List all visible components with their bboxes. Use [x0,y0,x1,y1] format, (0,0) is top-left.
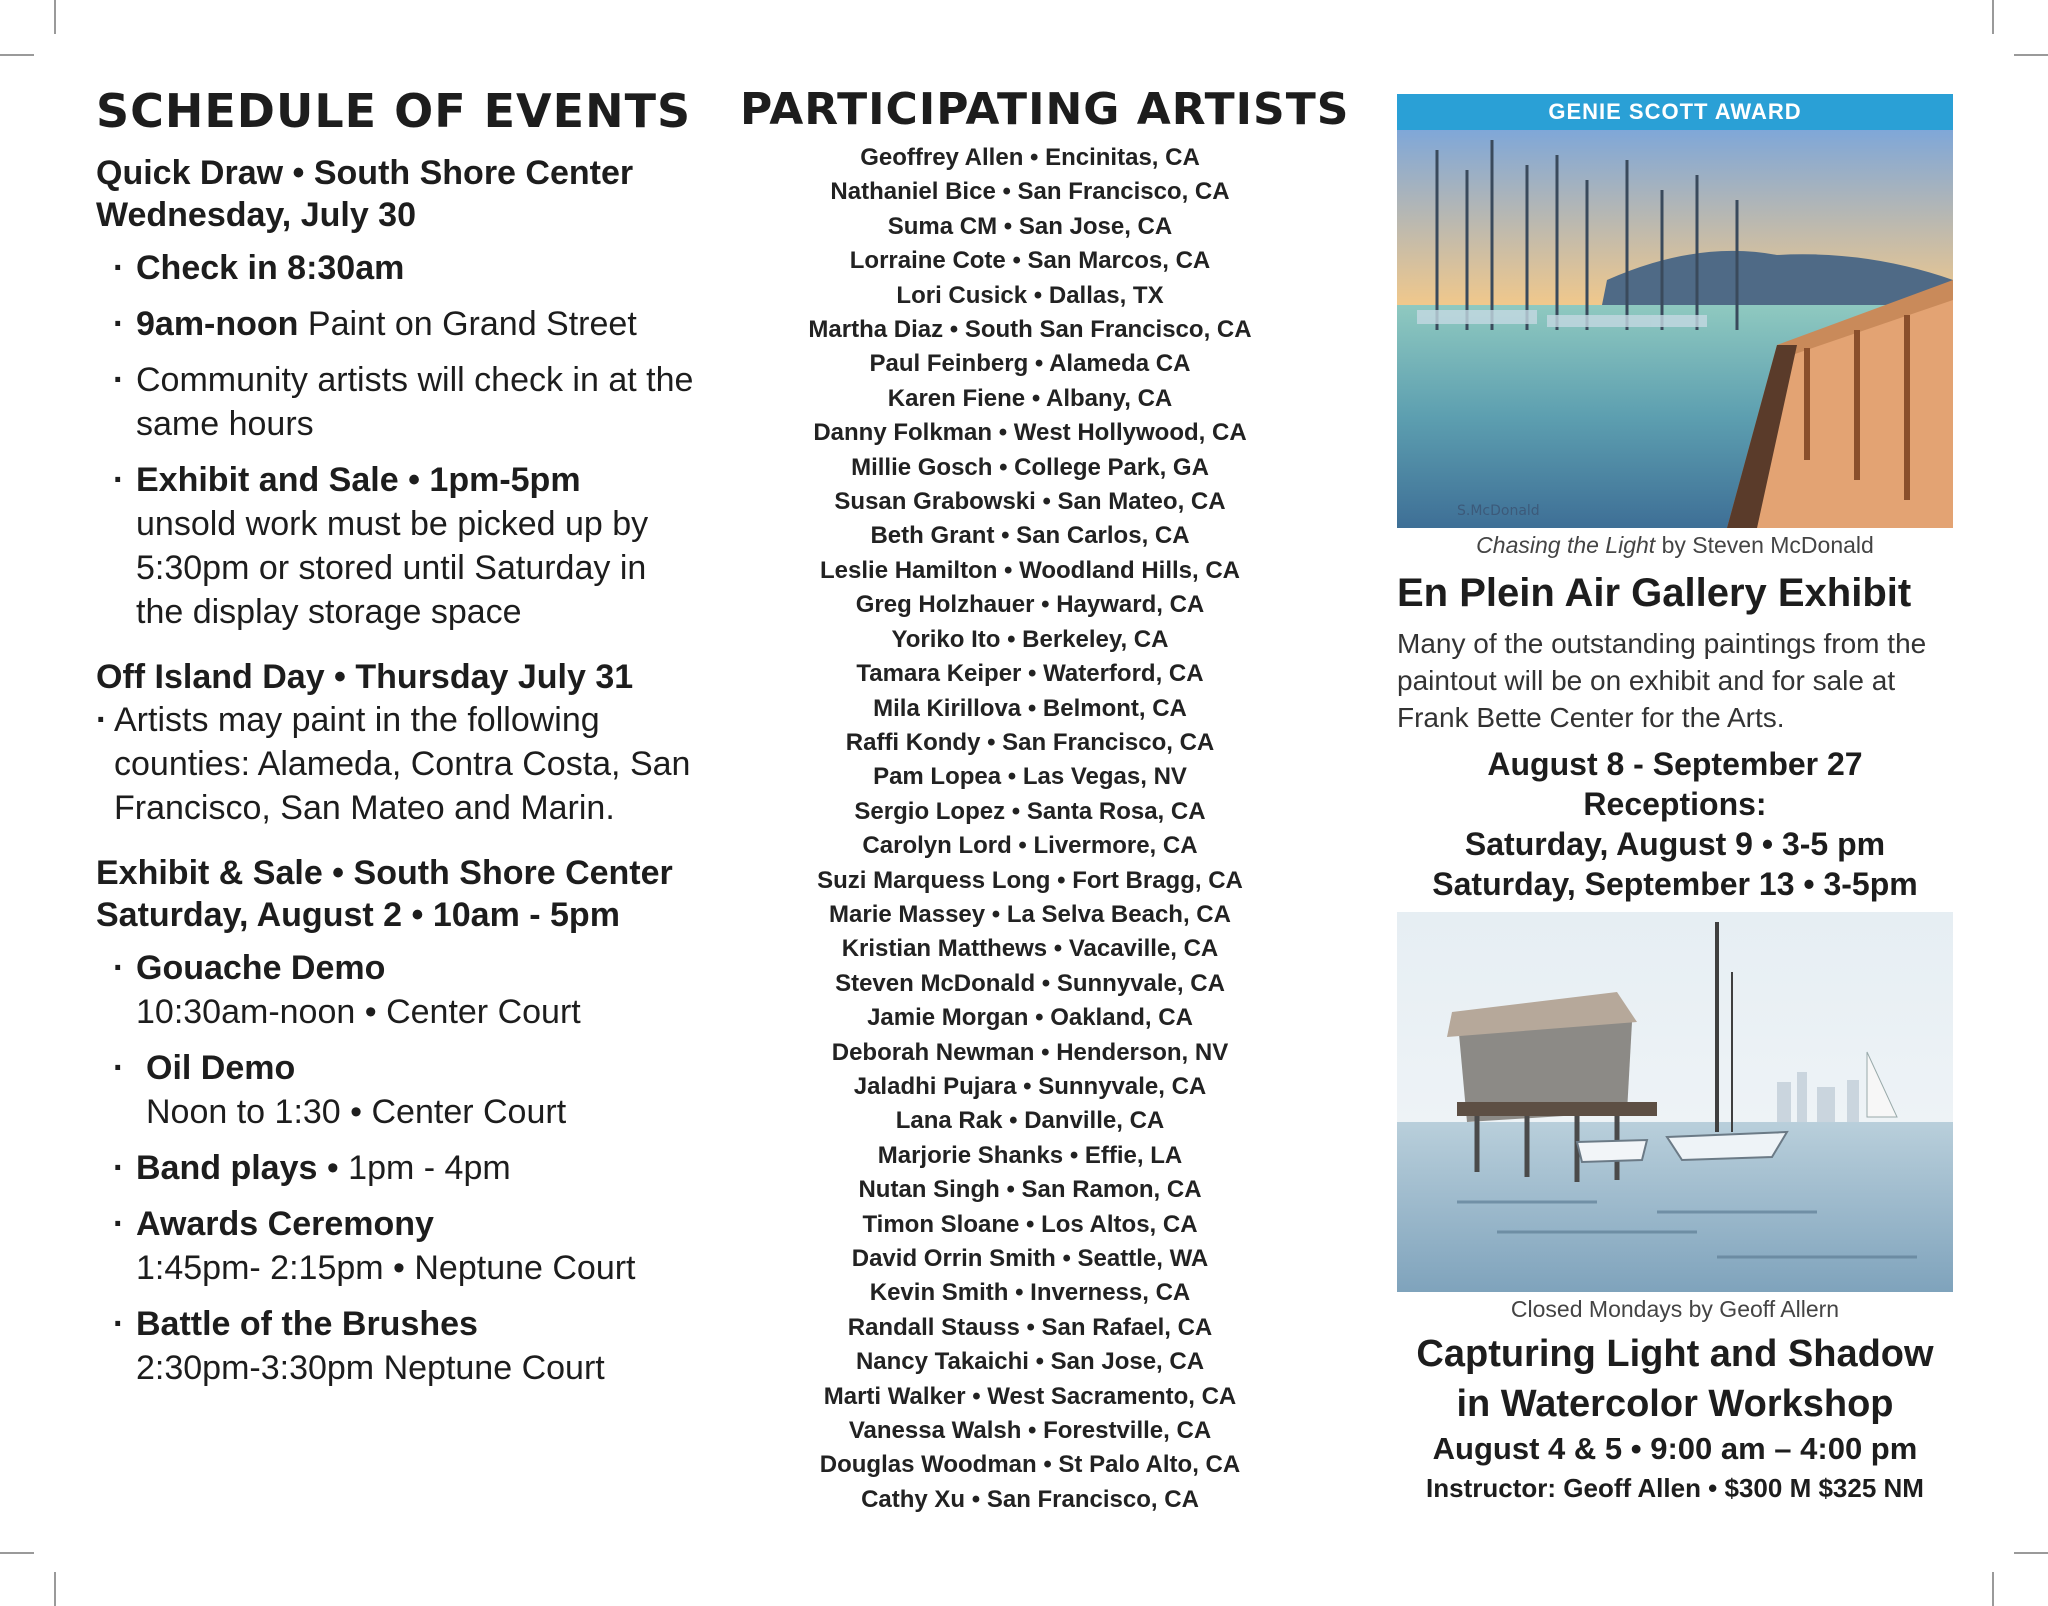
list-item: Pam Lopea • Las Vegas, NV [873,763,1187,791]
crop-mark-top-right [2014,54,2048,56]
unsold-work-text: unsold work must be picked up by 5:30pm or stored until Saturday in the display storage space [136,505,649,631]
paint-time: 9am-noon [136,305,299,343]
off-island-text: · Artists may paint in the following counties: Alameda, Contra Costa, San Francisco, San Mateo and Marin. [96,698,696,830]
workshop-title-line2: in Watercolor Workshop [1456,1383,1894,1425]
awards-time: 1:45pm- 2:15pm • Neptune Court [136,1249,636,1287]
list-item [96,246,696,290]
band-time: • 1pm - 4pm [317,1149,511,1187]
list-item [96,1202,696,1290]
band-label: Band plays [136,1149,318,1187]
list-item: Beth Grant • San Carlos, CA [870,522,1190,550]
community-artists-text: Community artists will check in at the same hours [136,361,694,443]
list-item: David Orrin Smith • Seattle, WA [851,1245,1209,1272]
quick-draw-section [96,152,696,634]
list-item [96,358,696,446]
list-item: Suma CM • San Jose, CA [887,212,1173,240]
harbor-sunset-painting-icon [1397,130,1953,528]
list-item: Kristian Matthews • Vacaville, CA [841,935,1219,963]
list-item: Douglas Woodman • St Palo Alto, CA [819,1451,1241,1479]
off-island-title: Off Island Day • Thursday July 31 [96,658,634,696]
exhibit-title: Exhibit & Sale • South Shore Center [96,854,673,892]
list-item: Sergio Lopez • Santa Rosa, CA [854,797,1206,825]
workshop-dates: August 4 & 5 • 9:00 am – 4:00 pm [1432,1431,1918,1466]
list-item: Millie Gosch • College Park, GA [851,453,1209,481]
list-item: Jamie Morgan • Oakland, CA [867,1004,1193,1032]
crop-mark-top-left-v [54,0,56,34]
check-in-text: Check in 8:30am [136,249,405,287]
list-item: Raffi Kondy • San Francisco, CA [845,728,1215,756]
list-item [96,946,696,1034]
gallery-exhibit-title: En Plein Air Gallery Exhibit [1397,571,1912,615]
painting1-caption [1397,532,1953,559]
list-item: Paul Feinberg • Alameda CA [869,350,1191,378]
battle-label: Battle of the Brushes [136,1305,478,1343]
list-item: Deborah Newman • Henderson, NV [831,1038,1229,1066]
list-item: Geoffrey Allen • Encinitas, CA [860,144,1200,171]
paint-location: Paint on Grand Street [298,305,637,343]
list-item: Steven McDonald • Sunnyvale, CA [835,969,1225,997]
artists-heading: PARTICIPATING ARTISTS [740,84,1350,135]
harbor-watercolor-painting-icon [1397,912,1953,1292]
list-item [96,1302,696,1390]
list-item: Yoriko Ito • Berkeley, CA [891,625,1169,653]
exhibit-section [96,852,696,1390]
list-item: Lori Cusick • Dallas, TX [896,281,1164,309]
workshop-title-line1: Capturing Light and Shadow [1416,1333,1934,1375]
artists-column [740,84,1350,1517]
list-item: Nancy Takaichi • San Jose, CA [855,1348,1205,1376]
list-item: Marti Walker • West Sacramento, CA [823,1382,1237,1410]
list-item [96,1146,696,1190]
list-item: Vanessa Walsh • Forestville, CA [848,1417,1212,1445]
quick-draw-title: Quick Draw • South Shore Center [96,154,634,192]
list-item: Leslie Hamilton • Woodland Hills, CA [820,556,1240,584]
oil-demo-label: Oil Demo [146,1049,296,1087]
list-item: Susan Grabowski • San Mateo, CA [834,488,1226,516]
crop-mark-top-left [0,54,34,56]
list-item: Randall Stauss • San Rafael, CA [847,1313,1213,1341]
list-item: Kevin Smith • Inverness, CA [869,1279,1191,1307]
list-item: Karen Fiene • Albany, CA [887,384,1173,412]
list-item [96,458,696,634]
workshop-title [1397,1329,1953,1429]
crop-mark-bottom-left-v [54,1572,56,1606]
list-item: Cathy Xu • San Francisco, CA [861,1485,1199,1513]
schedule-heading: SCHEDULE OF EVENTS [96,84,692,138]
gallery-exhibit-text: Many of the outstanding paintings from the paintout will be on exhibit and for sale at Frank Bette Center for the Arts. [1397,628,1927,733]
gallery-column [1397,94,1953,1507]
list-item: Danny Folkman • West Hollywood, CA [813,419,1247,447]
list-item: Timon Sloane • Los Altos, CA [862,1210,1198,1238]
list-item: Carolyn Lord • Livermore, CA [862,832,1198,860]
list-item: Mila Kirillova • Belmont, CA [873,694,1187,722]
crop-mark-bottom-right [2014,1552,2048,1554]
crop-mark-top-right-v [1992,0,1994,34]
reception-2: Saturday, September 13 • 3-5pm [1432,866,1918,902]
battle-time: 2:30pm-3:30pm Neptune Court [136,1349,605,1387]
painting2-caption: Closed Mondays by Geoff Allern [1510,1296,1840,1322]
workshop-instructor: Instructor: Geoff Allen • $300 M $325 NM [1426,1473,1924,1503]
list-item: Greg Holzhauer • Hayward, CA [855,591,1205,619]
list-item: Lorraine Cote • San Marcos, CA [849,247,1211,275]
list-item: Tamara Keiper • Waterford, CA [856,660,1204,688]
off-island-section [96,656,696,830]
list-item: Nathaniel Bice • San Francisco, CA [830,178,1230,206]
painting-closed-mondays [1397,912,1953,1292]
artist-list [740,141,1320,1517]
list-item [96,302,696,346]
exhibit-date: Saturday, August 2 • 10am - 5pm [96,896,620,934]
quick-draw-date: Wednesday, July 30 [96,196,416,234]
painting1-artist: by Steven McDonald [1655,532,1874,558]
list-item: Martha Diaz • South San Francisco, CA [808,316,1252,344]
list-item [96,1046,696,1134]
exhibit-sale-time: Exhibit and Sale • 1pm-5pm [136,461,581,499]
painting-chasing-the-light [1397,130,1953,528]
painting-signature: S.McDonald [1457,503,1540,519]
exhibit-dates: August 8 - September 27 [1487,746,1863,782]
gouache-demo-time: 10:30am-noon • Center Court [136,993,581,1031]
oil-demo-time: Noon to 1:30 • Center Court [146,1093,567,1131]
list-item: Jaladhi Pujara • Sunnyvale, CA [853,1072,1207,1100]
award-banner: GENIE SCOTT AWARD [1397,94,1953,130]
awards-label: Awards Ceremony [136,1205,434,1243]
list-item: Nutan Singh • San Ramon, CA [858,1176,1202,1204]
reception-1: Saturday, August 9 • 3-5 pm [1464,826,1886,862]
gouache-demo-label: Gouache Demo [136,949,386,987]
painting1-title: Chasing the Light [1476,532,1656,558]
list-item: Marjorie Shanks • Effie, LA [877,1141,1183,1169]
gallery-dates-block [1397,744,1953,904]
schedule-column [96,84,696,1390]
list-item: Lana Rak • Danville, CA [895,1107,1165,1135]
crop-mark-bottom-left [0,1552,34,1554]
list-item: Suzi Marquess Long • Fort Bragg, CA [817,866,1243,894]
crop-mark-bottom-right-v [1992,1572,1994,1606]
receptions-label: Receptions: [1583,786,1767,822]
list-item: Marie Massey • La Selva Beach, CA [829,900,1231,928]
